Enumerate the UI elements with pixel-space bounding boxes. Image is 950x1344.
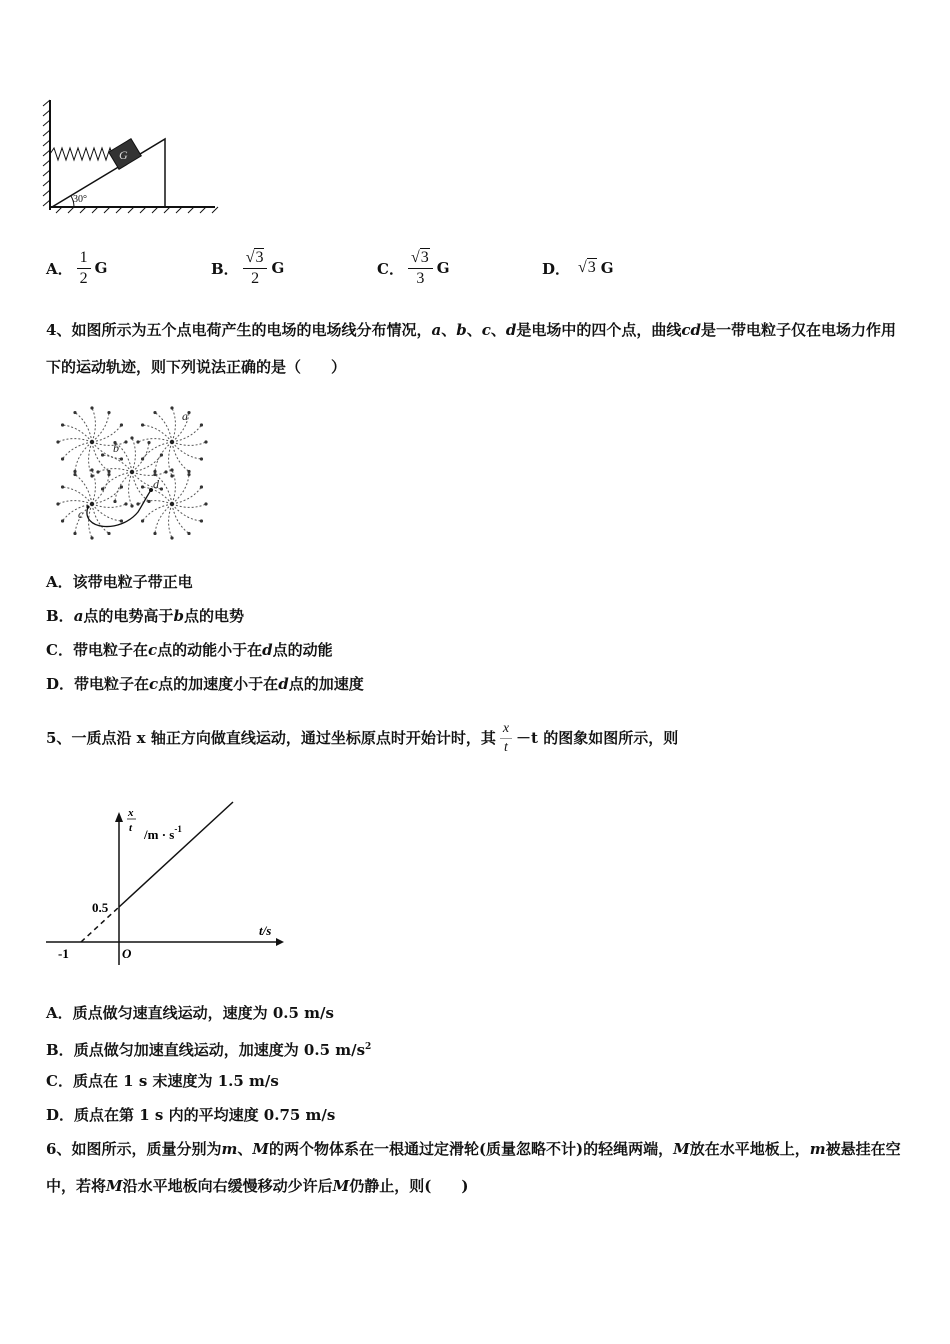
option-unit: G bbox=[600, 259, 614, 277]
field-line bbox=[132, 438, 135, 472]
option-text: 点的电势高于 bbox=[83, 607, 174, 625]
field-line bbox=[143, 442, 172, 459]
field-line bbox=[92, 442, 109, 471]
option-label: B． bbox=[46, 1041, 74, 1059]
field-line-arrowhead bbox=[187, 470, 190, 473]
denominator: 3 bbox=[416, 269, 425, 287]
field-line bbox=[172, 425, 201, 442]
q6-number: 6、 bbox=[46, 1140, 72, 1158]
field-line bbox=[75, 475, 92, 504]
option-label: D． bbox=[46, 1106, 75, 1124]
option-point: c bbox=[147, 641, 158, 659]
field-line-arrowhead bbox=[107, 532, 110, 535]
q5-options bbox=[46, 996, 906, 1132]
q6-text-6: 仍静止，则( ) bbox=[349, 1177, 469, 1195]
q3-options bbox=[46, 238, 906, 298]
option-text: 质点在 1 s 末速度为 1.5 m/s bbox=[72, 1072, 279, 1090]
field-line bbox=[92, 425, 121, 442]
field-line bbox=[172, 487, 201, 504]
field-line bbox=[155, 413, 172, 442]
field-line bbox=[132, 455, 161, 472]
field-label-a: a bbox=[182, 409, 188, 423]
q4-point-a: a bbox=[431, 321, 442, 339]
option-text: 带电粒子在 bbox=[74, 675, 150, 693]
field-line-arrowhead bbox=[120, 519, 123, 522]
q6-text-3: 放在水平地板上， bbox=[689, 1140, 810, 1158]
q3-option-a[interactable] bbox=[46, 238, 107, 298]
y-intercept-label: 0.5 bbox=[92, 900, 109, 915]
fraction bbox=[243, 250, 268, 287]
field-line-arrowhead bbox=[124, 440, 127, 443]
field-line-arrowhead bbox=[96, 470, 99, 473]
q6-stem bbox=[46, 1131, 908, 1205]
field-line-arrowhead bbox=[147, 500, 150, 503]
field-line-arrowhead bbox=[200, 457, 203, 460]
q6-mass-M: M bbox=[106, 1177, 123, 1195]
q4-text-1: 如图所示为五个点电荷产生的电场的电场线分布情况， bbox=[71, 321, 432, 339]
q4-sep: 、 bbox=[466, 321, 482, 339]
field-line bbox=[92, 504, 109, 533]
option-text: 质点做匀速直线运动，速度为 0.5 m/s bbox=[72, 1004, 334, 1022]
field-line bbox=[75, 413, 92, 442]
sqrt-expression: √3 bbox=[578, 259, 596, 276]
point-charge bbox=[90, 502, 94, 506]
field-line bbox=[138, 439, 172, 442]
field-line-arrowhead bbox=[73, 411, 76, 414]
option-label: D． bbox=[542, 259, 571, 278]
numerator: x bbox=[500, 722, 512, 739]
q4-stem bbox=[46, 312, 908, 386]
option-text: 点的加速度 bbox=[288, 675, 364, 693]
option-text: 质点做匀加速直线运动，加速度为 0.5 m/s bbox=[73, 1041, 366, 1059]
q3-option-c[interactable] bbox=[377, 238, 450, 298]
field-line-arrowhead bbox=[153, 470, 156, 473]
option-unit: G bbox=[94, 259, 108, 277]
field-line-arrowhead bbox=[56, 440, 59, 443]
q6-text-1: 如图所示，质量分别为 bbox=[71, 1140, 222, 1158]
q6-mass-m: m bbox=[809, 1140, 826, 1158]
field-line-arrowhead bbox=[107, 470, 110, 473]
field-line-arrowhead bbox=[141, 519, 144, 522]
spring bbox=[50, 148, 112, 160]
field-line-arrowhead bbox=[107, 411, 110, 414]
x-intercept-label: -1 bbox=[58, 946, 69, 961]
field-line-arrowhead bbox=[107, 473, 110, 476]
point-charge bbox=[170, 502, 174, 506]
numerator: √3 bbox=[408, 250, 433, 269]
q5-option-a[interactable] bbox=[46, 996, 906, 1030]
option-unit: G bbox=[271, 259, 285, 277]
q6-mass-M: M bbox=[673, 1140, 690, 1158]
option-label: C． bbox=[46, 641, 73, 659]
q6-mass-M: M bbox=[332, 1177, 350, 1195]
incline-spring-figure bbox=[40, 96, 220, 216]
denominator: 2 bbox=[79, 269, 88, 287]
field-line-arrowhead bbox=[73, 473, 76, 476]
q4-curve: cd bbox=[681, 321, 702, 339]
field-line bbox=[98, 469, 132, 472]
q5-option-c[interactable] bbox=[46, 1064, 906, 1098]
field-line-arrowhead bbox=[153, 532, 156, 535]
option-text: 点的电势 bbox=[183, 607, 244, 625]
field-line-arrowhead bbox=[170, 474, 173, 477]
field-line bbox=[172, 442, 206, 445]
field-line-arrowhead bbox=[170, 468, 173, 471]
field-label-b: b bbox=[113, 441, 119, 455]
q4-point-b: b bbox=[456, 321, 467, 339]
field-line-arrowhead bbox=[61, 423, 64, 426]
field-line-arrowhead bbox=[187, 473, 190, 476]
origin-label: O bbox=[122, 946, 132, 961]
field-line-arrowhead bbox=[141, 485, 144, 488]
q6-mass-m: m bbox=[221, 1140, 238, 1158]
field-line-arrowhead bbox=[200, 485, 203, 488]
field-line-arrowhead bbox=[160, 487, 163, 490]
option-text: 点的加速度小于在 bbox=[158, 675, 279, 693]
field-line-arrowhead bbox=[187, 532, 190, 535]
field-line-arrowhead bbox=[101, 487, 104, 490]
field-line-arrowhead bbox=[61, 519, 64, 522]
field-line bbox=[92, 504, 126, 507]
fraction bbox=[408, 250, 433, 287]
y-label-num: x bbox=[128, 807, 134, 819]
field-line-arrowhead bbox=[141, 423, 144, 426]
option-label: A． bbox=[46, 573, 73, 591]
option-point: b bbox=[173, 607, 184, 625]
field-line-arrowhead bbox=[204, 440, 207, 443]
field-line-arrowhead bbox=[124, 502, 127, 505]
wall-hatch bbox=[43, 100, 50, 206]
x-label: t/s bbox=[259, 923, 272, 938]
data-line bbox=[119, 802, 233, 907]
field-line-arrowhead bbox=[61, 457, 64, 460]
field-line-arrowhead bbox=[120, 457, 123, 460]
q6-text-5: 沿水平地板向右缓慢移动少许后 bbox=[122, 1177, 333, 1195]
point-charge bbox=[170, 440, 174, 444]
y-unit: $/m \cdot s^{-1}$ bbox=[144, 824, 182, 842]
field-line bbox=[92, 408, 95, 442]
field-line bbox=[143, 504, 172, 521]
denominator: t bbox=[503, 740, 508, 755]
block-g-label: G bbox=[119, 148, 128, 162]
x-axis-arrow bbox=[276, 938, 284, 946]
q4-option-d[interactable] bbox=[46, 667, 906, 701]
field-line-arrowhead bbox=[130, 436, 133, 439]
q5-text-1: 一质点沿 x 轴正方向做直线运动，通过坐标原点时开始计时，其 bbox=[71, 729, 496, 747]
field-line-arrowhead bbox=[120, 485, 123, 488]
q3-option-d[interactable] bbox=[542, 238, 614, 298]
field-line bbox=[58, 439, 92, 442]
option-unit: G bbox=[436, 259, 450, 277]
field-line bbox=[92, 487, 121, 504]
option-text: 质点在第 1 s 内的平均速度 0.75 m/s bbox=[74, 1106, 336, 1124]
field-line-arrowhead bbox=[136, 502, 139, 505]
q4-number: 4、 bbox=[46, 321, 72, 339]
field-line-arrowhead bbox=[200, 519, 203, 522]
option-point: c bbox=[149, 675, 159, 693]
field-line-arrowhead bbox=[170, 536, 173, 539]
point-charge bbox=[130, 470, 134, 474]
field-line-arrowhead bbox=[170, 406, 173, 409]
field-line bbox=[63, 442, 92, 459]
numerator: √3 bbox=[243, 250, 268, 269]
q4-point-c: c bbox=[481, 321, 491, 339]
q6-text-2: 的两个物体系在一根通过定滑轮(质量忽略不计)的轻绳两端， bbox=[268, 1140, 674, 1158]
field-label-c: c bbox=[78, 507, 84, 521]
option-point: d bbox=[262, 641, 273, 659]
field-line-arrowhead bbox=[90, 468, 93, 471]
option-label: B． bbox=[46, 607, 74, 625]
point-c-dot bbox=[86, 505, 89, 508]
field-line-arrowhead bbox=[164, 470, 167, 473]
option-text: 带电粒子在 bbox=[72, 641, 148, 659]
option-label: C． bbox=[46, 1072, 73, 1090]
option-text: 点的动能 bbox=[272, 641, 333, 659]
field-line-arrowhead bbox=[101, 453, 104, 456]
field-line-arrowhead bbox=[160, 453, 163, 456]
q5-stem bbox=[46, 720, 908, 757]
q4-text-3: 是一带电粒子仅在电场力作用下的运动轨迹，则下列说法正确的是（ ） bbox=[46, 321, 897, 376]
field-line bbox=[92, 442, 126, 445]
option-label: B． bbox=[211, 259, 239, 278]
field-line-arrowhead bbox=[153, 411, 156, 414]
field-line-arrowhead bbox=[147, 441, 150, 444]
field-line-arrowhead bbox=[141, 457, 144, 460]
option-point: a bbox=[73, 607, 84, 625]
option-label: C． bbox=[377, 259, 404, 278]
field-line bbox=[58, 501, 92, 504]
option-text: 点的动能小于在 bbox=[157, 641, 263, 659]
field-line-arrowhead bbox=[120, 423, 123, 426]
y-label-den: t bbox=[129, 822, 133, 834]
field-line-arrowhead bbox=[204, 502, 207, 505]
field-line bbox=[169, 504, 172, 538]
q4-option-b[interactable] bbox=[46, 599, 906, 633]
q4-option-a[interactable] bbox=[46, 565, 906, 599]
q4-option-c[interactable] bbox=[46, 633, 906, 667]
q5-text-2: －t 的图象如图所示，则 bbox=[516, 729, 679, 747]
q4-sep: 、 bbox=[490, 321, 506, 339]
field-line-arrowhead bbox=[136, 440, 139, 443]
q4-text-2: 是电场中的四个点，曲线 bbox=[516, 321, 682, 339]
option-label: A． bbox=[46, 1004, 73, 1022]
field-line-arrowhead bbox=[200, 423, 203, 426]
field-line-arrowhead bbox=[90, 474, 93, 477]
denominator: 2 bbox=[251, 269, 260, 287]
field-line-arrowhead bbox=[113, 500, 116, 503]
q5-option-d[interactable] bbox=[46, 1098, 906, 1132]
q4-sep: 、 bbox=[441, 321, 457, 339]
field-line bbox=[172, 408, 175, 442]
q5-number: 5、 bbox=[46, 729, 72, 747]
field-line bbox=[172, 442, 189, 471]
y-axis-arrow bbox=[115, 812, 123, 822]
q6-mass-M: M bbox=[252, 1140, 269, 1158]
option-text: 该带电粒子带正电 bbox=[72, 573, 193, 591]
field-line bbox=[172, 504, 189, 533]
q5-fraction bbox=[500, 722, 512, 755]
numerator: 1 bbox=[77, 250, 91, 269]
q6-text-4: 被悬挂在空中，若将 bbox=[46, 1140, 901, 1195]
field-line-arrowhead bbox=[130, 504, 133, 507]
q3-option-b[interactable] bbox=[211, 238, 284, 298]
q4-point-d: d bbox=[505, 321, 517, 339]
field-line bbox=[172, 504, 206, 507]
field-line bbox=[129, 472, 132, 506]
fraction bbox=[77, 250, 91, 287]
field-label-d: d bbox=[153, 477, 159, 491]
field-line bbox=[132, 472, 166, 475]
angle-label: 30° bbox=[73, 194, 87, 205]
option-superscript: 2 bbox=[365, 1042, 372, 1052]
field-line-arrowhead bbox=[73, 532, 76, 535]
field-line-arrowhead bbox=[90, 536, 93, 539]
q6-sep: 、 bbox=[237, 1140, 253, 1158]
field-line-arrowhead bbox=[61, 485, 64, 488]
q5-option-b[interactable] bbox=[46, 1030, 906, 1064]
option-point: d bbox=[278, 675, 289, 693]
field-line-arrowhead bbox=[90, 406, 93, 409]
field-line-arrowhead bbox=[56, 502, 59, 505]
field-line-arrowhead bbox=[73, 470, 76, 473]
field-line-arrowhead bbox=[153, 473, 156, 476]
point-charge bbox=[90, 440, 94, 444]
q4-options bbox=[46, 565, 906, 701]
electric-field-figure bbox=[50, 394, 214, 548]
xt-t-graph bbox=[40, 800, 290, 970]
option-label: D． bbox=[46, 675, 75, 693]
field-line bbox=[103, 472, 132, 489]
option-label: A． bbox=[46, 259, 73, 278]
incline-wedge bbox=[52, 139, 165, 207]
